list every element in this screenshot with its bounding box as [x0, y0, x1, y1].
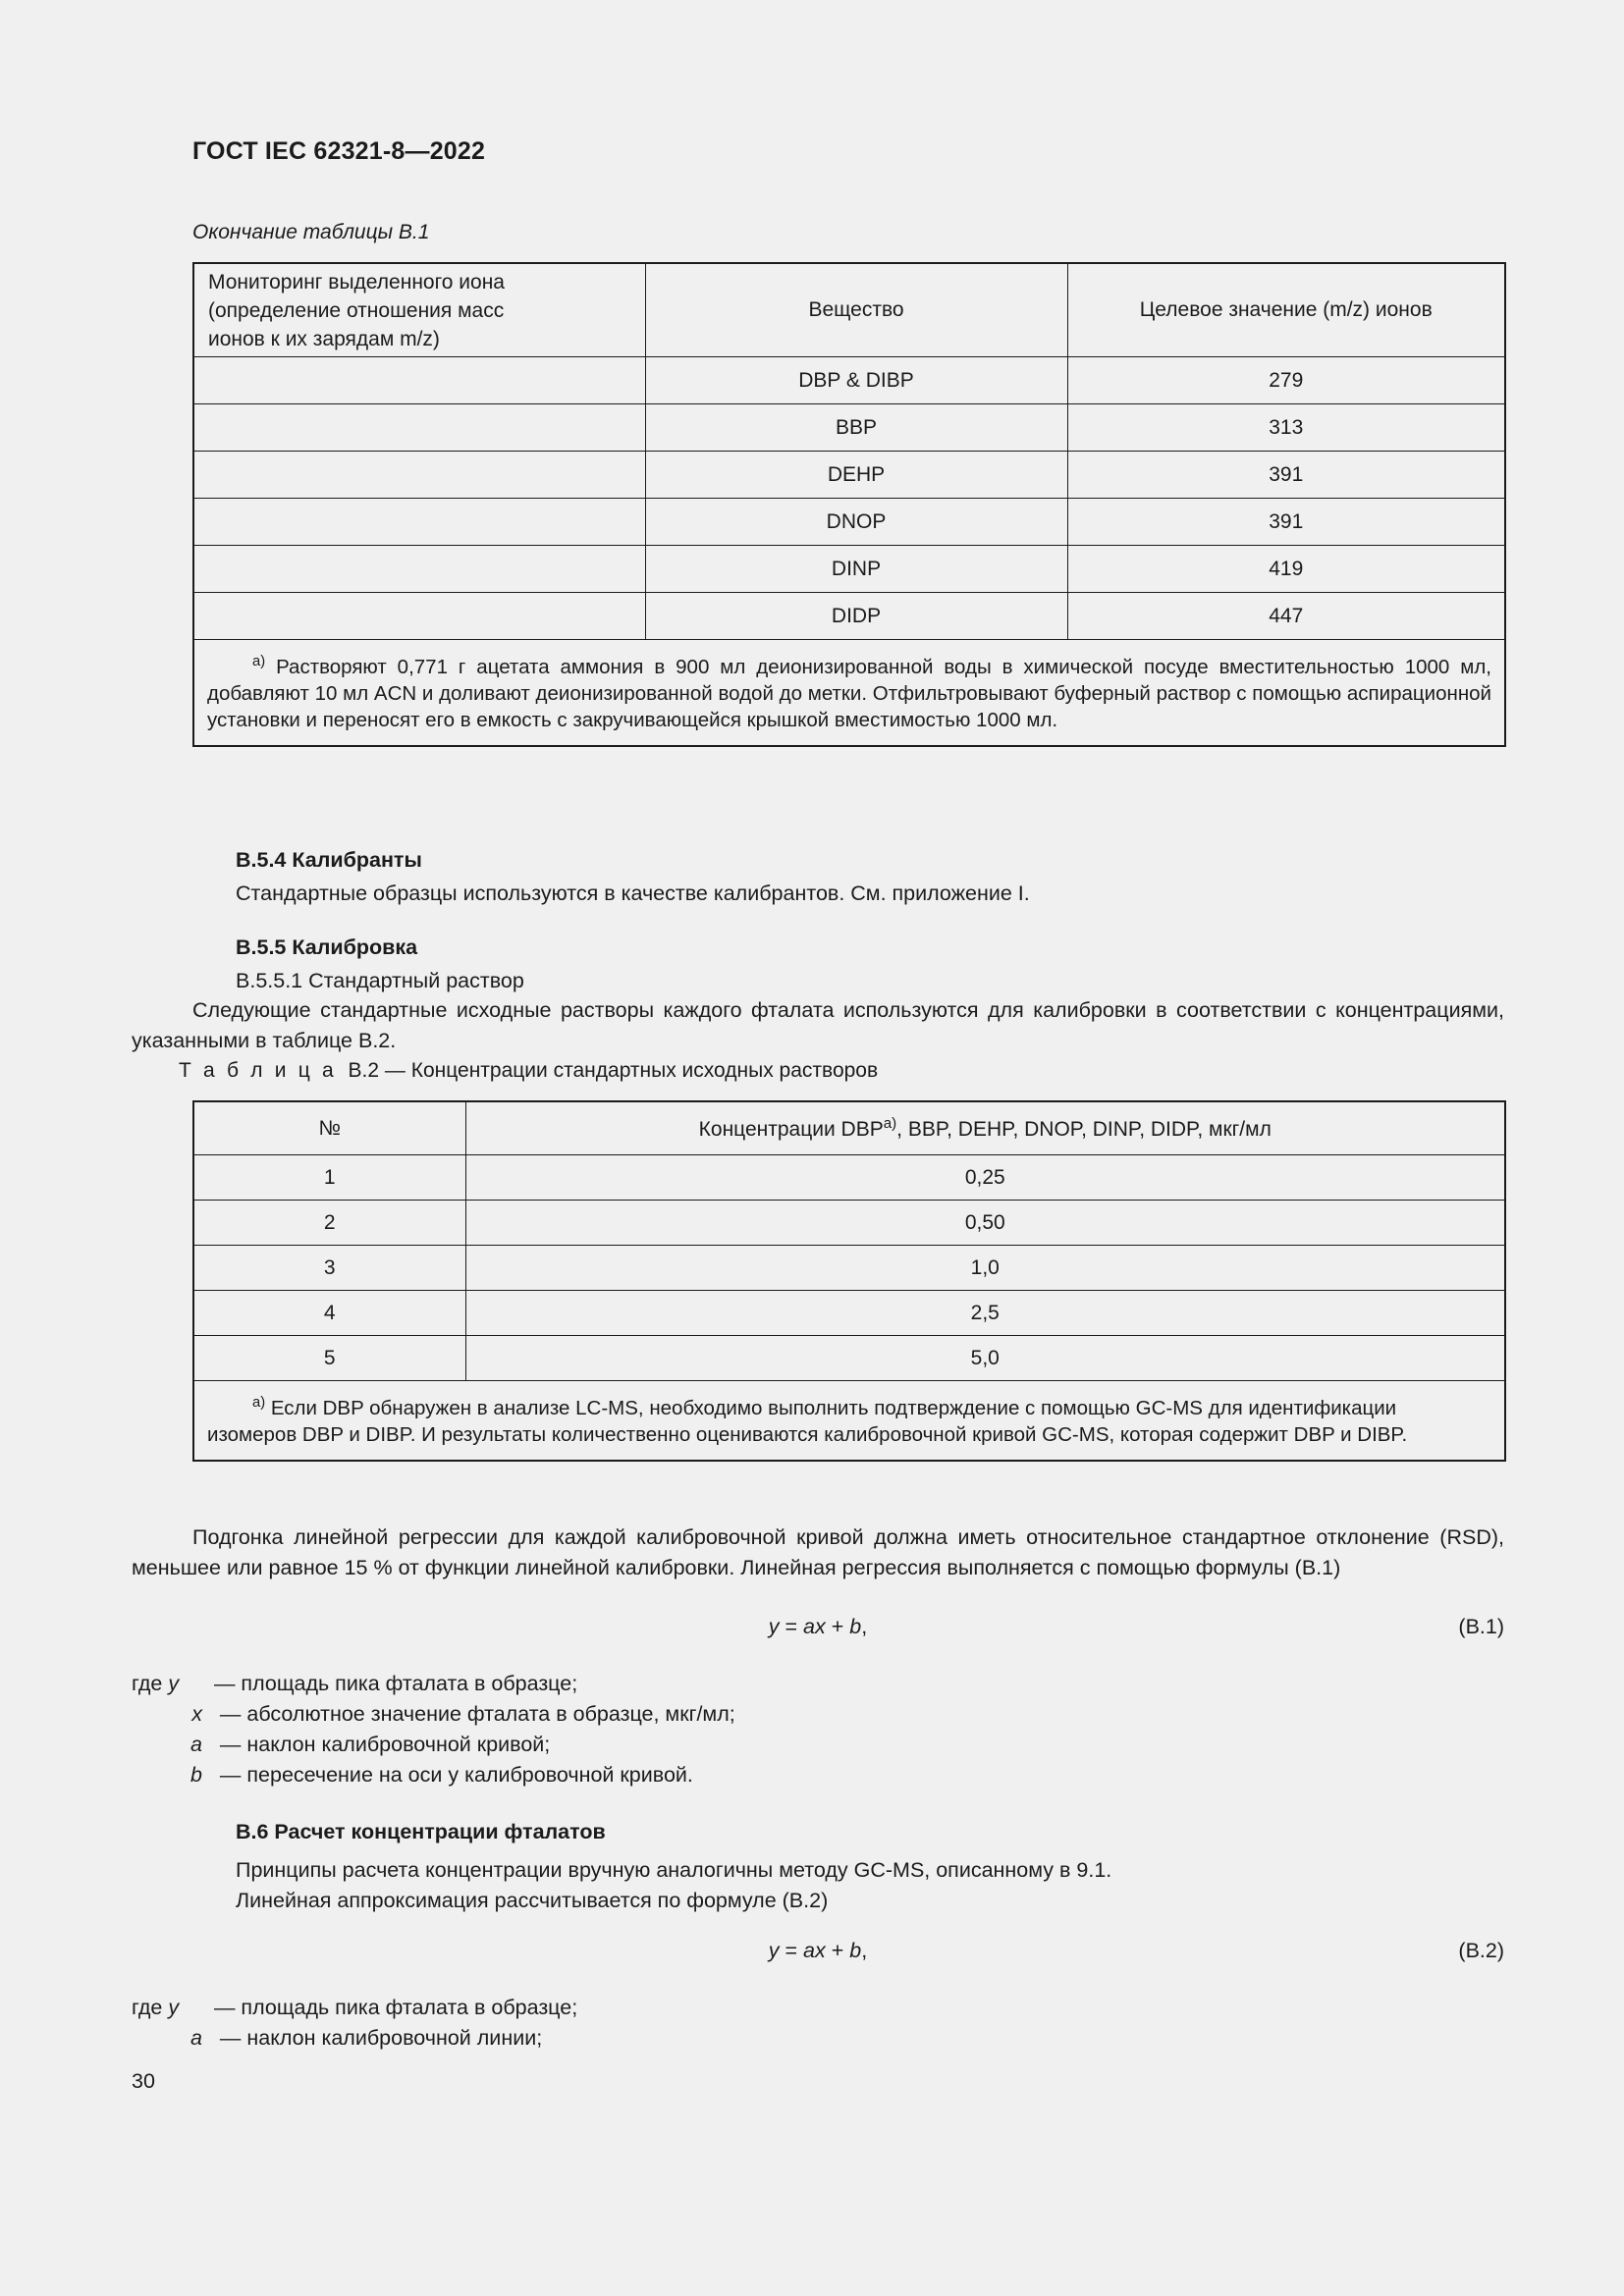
definition-text: — абсолютное значение фталата в образце, мкг/мл;	[219, 1702, 735, 1726]
table-b1-footnote	[193, 640, 1505, 746]
body-b6-line1: Принципы расчета концентрации вручную аналогичны методу GC-MS, описанному в 9.1.	[236, 1858, 1112, 1882]
table-b2-cell-concentration: 0,25	[465, 1155, 1505, 1201]
definition-text: — площадь пика фталата в образце;	[213, 1672, 578, 1695]
formula-b2-container	[132, 1939, 1504, 1969]
table-b1-cell-ion	[193, 593, 645, 640]
definition-label: где y	[132, 1672, 180, 1695]
footnote-marker: a)	[883, 1115, 897, 1132]
page-number: 30	[132, 2069, 155, 2093]
table-b2-cell-no: 5	[193, 1336, 465, 1381]
regression-definitions	[132, 1669, 735, 1790]
formula-b1-container	[132, 1615, 1504, 1645]
definition-text: — наклон калибровочной кривой;	[219, 1733, 551, 1756]
table-b1-cell-ion	[193, 357, 645, 404]
table-b2-caption-prefix: Т а б л и ц а	[179, 1059, 337, 1082]
definition-text: — наклон калибровочной линии;	[219, 2026, 543, 2050]
table-b2-cell-concentration: 2,5	[465, 1291, 1505, 1336]
table-b1-cell-ion	[193, 404, 645, 452]
footnote-marker: a)	[252, 654, 266, 669]
table-b2-cell-no: 1	[193, 1155, 465, 1201]
definition-row	[132, 1699, 735, 1730]
heading-b6: В.6 Расчет концентрации фталатов	[236, 1820, 606, 1843]
table-b1-cell-substance: DBP & DIBP	[645, 357, 1067, 404]
table-b2	[192, 1100, 1506, 1462]
table-b1-header-row	[193, 263, 1505, 357]
formula-b2: y = ax + b,	[768, 1939, 868, 1962]
table-b1-cell-ion	[193, 499, 645, 546]
table-b2-header-pre: Концентрации DBP	[698, 1118, 884, 1141]
table-b1-continuation-label: Окончание таблицы В.1	[192, 221, 430, 243]
table-row	[193, 593, 1505, 640]
table-b2-caption-text: — Концентрации стандартных исходных растворов	[384, 1059, 879, 1082]
table-b1	[192, 262, 1506, 747]
footnote-marker: a)	[252, 1395, 266, 1411]
table-row	[193, 452, 1505, 499]
table-row	[193, 1246, 1505, 1291]
definition-text: — пересечение на оси y калибровочной кривой.	[219, 1763, 693, 1787]
table-b1-cell-mz: 447	[1067, 593, 1505, 640]
table-row	[193, 1201, 1505, 1246]
definition-label: x	[191, 1702, 202, 1726]
definition-row	[132, 2023, 577, 2054]
heading-b55: В.5.5 Калибровка	[236, 935, 418, 959]
table-row	[193, 1291, 1505, 1336]
subheading-b551: В.5.5.1 Стандартный раствор	[236, 969, 524, 992]
table-b2-cell-concentration: 0,50	[465, 1201, 1505, 1246]
formula-b2-number: (В.2)	[1458, 1939, 1504, 1962]
table-b1-header-ion-line2: (определение отношения масс	[208, 298, 505, 322]
table-b1-cell-ion	[193, 452, 645, 499]
heading-b54: В.5.4 Калибранты	[236, 848, 422, 872]
regression-paragraph	[132, 1522, 1504, 1583]
table-b2-header-row	[193, 1101, 1505, 1155]
body-b6-line2: Линейная аппроксимация рассчитывается по формуле (В.2)	[236, 1889, 829, 1912]
table-row	[193, 357, 1505, 404]
table-b2-caption-number: В.2	[348, 1059, 380, 1082]
table-b1-header-ion-line1: Мониторинг выделенного иона	[208, 270, 505, 294]
table-b1-cell-ion	[193, 546, 645, 593]
table-b1-cell-substance: DINP	[645, 546, 1067, 593]
definition-row	[132, 1730, 735, 1760]
table-b1-cell-substance: BBP	[645, 404, 1067, 452]
definition-text: — площадь пика фталата в образце;	[213, 1996, 578, 2019]
definition-label: где y	[132, 1996, 180, 2019]
table-b2-cell-no: 4	[193, 1291, 465, 1336]
table-b2-header-no: №	[193, 1101, 465, 1155]
table-b2-caption	[179, 1059, 878, 1083]
definition-row	[132, 1760, 735, 1790]
table-row	[193, 1336, 1505, 1381]
table-b2-cell-concentration: 5,0	[465, 1336, 1505, 1381]
table-row	[193, 404, 1505, 452]
table-b2-cell-no: 2	[193, 1201, 465, 1246]
table-b2-header-concentration	[465, 1101, 1505, 1155]
definition-label: a	[190, 2026, 202, 2050]
definition-row	[132, 1993, 577, 2023]
definition-label: a	[190, 1733, 202, 1756]
formula-b1-number: (В.1)	[1458, 1615, 1504, 1638]
table-b1-cell-mz: 391	[1067, 499, 1505, 546]
document-header: ГОСТ IEC 62321-8—2022	[192, 137, 486, 165]
table-b1-cell-mz: 391	[1067, 452, 1505, 499]
table-row	[193, 499, 1505, 546]
body-b551	[132, 995, 1504, 1056]
footnote-text: Если DBP обнаружен в анализе LC-MS, необходимо выполнить подтверждение с помощью GC-MS для идентификации изомеров DBP и DIBP. И результаты количественно оцениваются калибровочной кривой GC-MS, которая содержит DBP и DIBP.	[207, 1396, 1408, 1446]
formula-b1: y = ax + b,	[768, 1615, 868, 1638]
table-b2-cell-no: 3	[193, 1246, 465, 1291]
table-row	[193, 546, 1505, 593]
table-b1-header-substance: Вещество	[645, 263, 1067, 357]
table-b1-footnote-row	[193, 640, 1505, 746]
b6-definitions	[132, 1993, 577, 2054]
table-b1-cell-substance: DEHP	[645, 452, 1067, 499]
table-b1-header-ion	[193, 263, 645, 357]
table-b2-footnote	[193, 1381, 1505, 1461]
table-b2-header-post: , BBP, DEHP, DNOP, DINP, DIDP, мкг/мл	[896, 1118, 1272, 1141]
table-row	[193, 1155, 1505, 1201]
table-b1-header-ion-line3: ионов к их зарядам m/z)	[208, 327, 440, 350]
table-b2-footnote-row	[193, 1381, 1505, 1461]
table-b1-header-mz: Целевое значение (m/z) ионов	[1067, 263, 1505, 357]
definition-label: b	[190, 1763, 202, 1787]
table-b1-cell-mz: 313	[1067, 404, 1505, 452]
regression-paragraph-text: Подгонка линейной регрессии для каждой калибровочной кривой должна иметь относительное стандартное отклонение (RSD), меньшее или равное 15 % от функции линейной калибровки. Линейная регрессия выполняется с помощью формулы (В.1)	[132, 1525, 1504, 1579]
body-b551-text: Следующие стандартные исходные растворы каждого фталата используются для калибровки в соответствии с концентрациями, указанными в таблице В.2.	[132, 998, 1504, 1052]
table-b1-cell-substance: DIDP	[645, 593, 1067, 640]
body-b54: Стандартные образцы используются в качестве калибрантов. См. приложение I.	[236, 881, 1030, 905]
footnote-text: Растворяют 0,771 г ацетата аммония в 900 мл деионизированной воды в химической посуде вместительностью 1000 мл, добавляют 10 мл ACN и доливают деионизированной водой до метки. Отфильтровывают буферный раствор с помощью аспирационной установки и переносят его в емкость с закручивающейся крышкой вместимостью 1000 мл.	[207, 655, 1491, 731]
table-b1-cell-mz: 419	[1067, 546, 1505, 593]
table-b1-cell-substance: DNOP	[645, 499, 1067, 546]
definition-row	[132, 1669, 735, 1699]
table-b1-cell-mz: 279	[1067, 357, 1505, 404]
table-b2-cell-concentration: 1,0	[465, 1246, 1505, 1291]
